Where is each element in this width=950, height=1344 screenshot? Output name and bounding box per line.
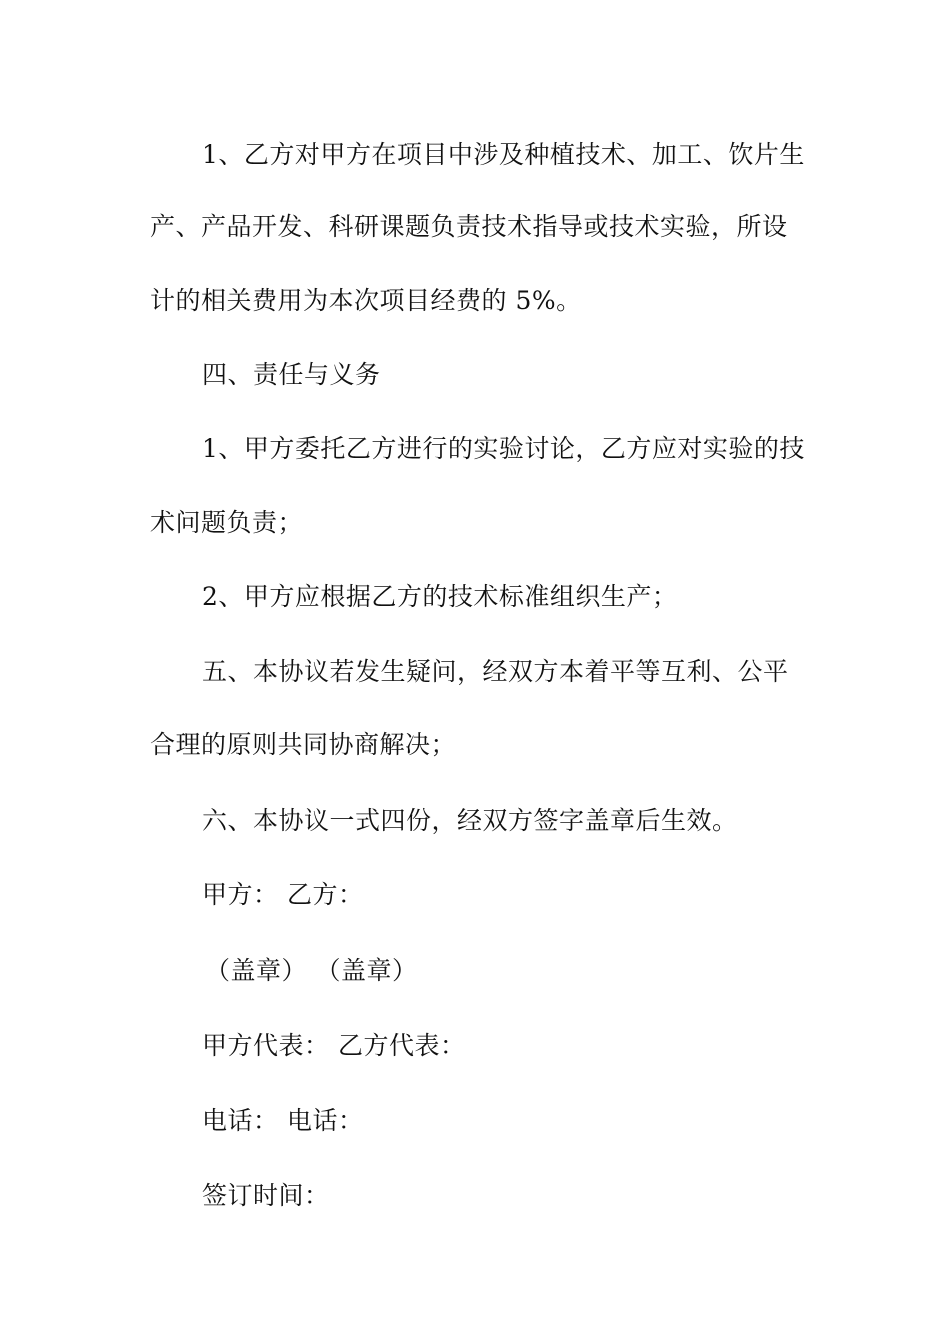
section-heading: 五、本协议若发生疑问，经双方本着平等互利、公平 — [202, 657, 789, 686]
signing-date-line: 签订时间： — [202, 1181, 330, 1210]
section-heading: 六、本协议一式四份，经双方签字盖章后生效。 — [202, 806, 738, 835]
paragraph-line: 2、甲方应根据乙方的技术标准组织生产； — [202, 582, 678, 611]
phone-line: 电话： 电话： — [202, 1106, 364, 1135]
paragraph-line: 合理的原则共同协商解决； — [150, 730, 457, 759]
paragraph-line: 1、甲方委托乙方进行的实验讨论，乙方应对实验的技 — [202, 434, 805, 463]
party-line: 甲方： 乙方： — [202, 880, 364, 909]
paragraph-line: 术问题负责； — [150, 508, 304, 537]
section-heading: 四、责任与义务 — [202, 360, 381, 389]
seal-line: （盖章） （盖章） — [205, 956, 418, 985]
paragraph-line: 1、乙方对甲方在项目中涉及种植技术、加工、饮片生 — [202, 140, 805, 169]
paragraph-line: 计的相关费用为本次项目经费的 5%。 — [150, 286, 582, 315]
representative-line: 甲方代表： 乙方代表： — [202, 1031, 466, 1060]
paragraph-line: 产、产品开发、科研课题负责技术指导或技术实验，所设 — [150, 212, 788, 241]
